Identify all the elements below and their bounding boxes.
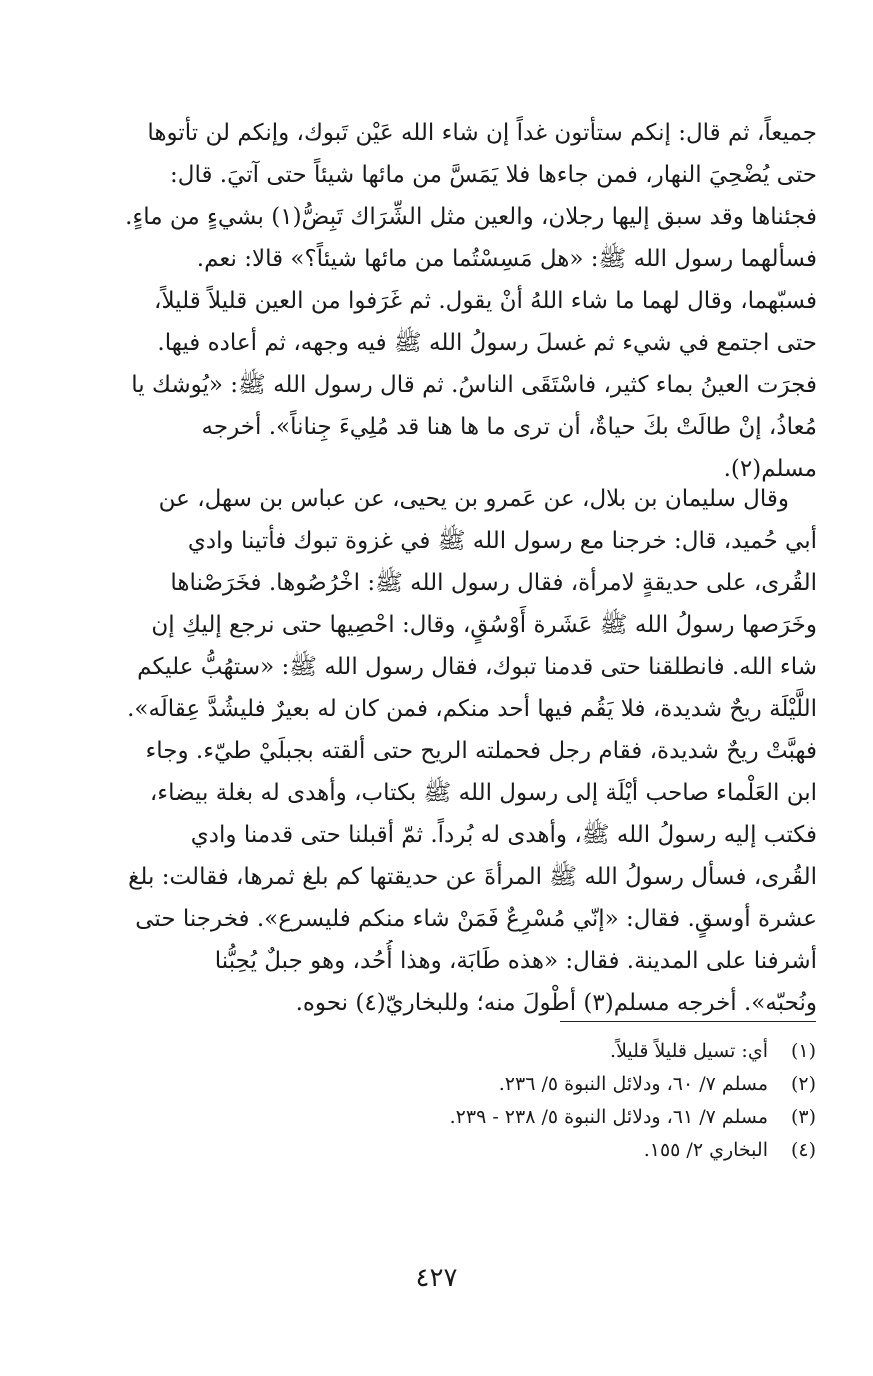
text-line: أشرفنا على المدينة. فقال: «هذه طَابَة، وهذا أُحُد، وهو جبلٌ يُحِبُّنا — [214, 948, 817, 974]
footnote — [116, 1068, 816, 1101]
text-line: مُعاذُ، إنْ طالَتْ بكَ حياةٌ، أن ترى ما ها هنا قد مُلِيءَ جِناناً». أخرجه — [201, 414, 817, 440]
text-line: مسلم(٢). — [723, 456, 817, 482]
footnote — [116, 1035, 816, 1068]
text-line: فسألهما رسول الله ﷺ: «هل مَسِسْتُما من مائها شيئاً؟» قالا: نعم. — [196, 246, 817, 272]
text-line: حتى اجتمع في شيء ثم غسلَ رسولُ الله ﷺ فيه وجهه، ثم أعاده فيها. — [157, 330, 817, 356]
footnote-text: أي: تسيل قليلاً قليلاً. — [610, 1040, 768, 1062]
footnote-number: (١) — [790, 1040, 816, 1062]
text-line: جميعاً، ثم قال: إنكم ستأتون غداً إن شاء الله عَيْن تَبوك، وإنكم لن تأتوها — [147, 120, 817, 146]
footnote-number: (٣) — [790, 1106, 816, 1128]
text-line: عشرة أوسقٍ. فقال: «إنّي مُسْرِعٌ فَمَنْ شاء منكم فليسرع». فخرجنا حتى — [135, 906, 817, 932]
footnote-divider — [560, 1021, 816, 1022]
text-line: فجئناها وقد سبق إليها رجلان، والعين مثل الشِّرَاك تَبِضُّ(١) بشيءٍ من ماءٍ. — [125, 204, 817, 230]
text-line: اللَّيْلَة ريحٌ شديدة، فلا يَقُم فيها أحد منكم، فمن كان له بعيرٌ فليشُدَّ عِقالَه». — [127, 696, 817, 722]
page-number: ٤٢٧ — [415, 1263, 458, 1293]
footnotes — [116, 1035, 816, 1167]
text-line: فهبَّتْ ريحٌ شديدة، فقام رجل فحملته الريح حتى ألقته بجبلَيْ طيّء. وجاء — [145, 738, 817, 764]
text-line: فجرَت العينُ بماء كثير، فاسْتَقَى الناسُ. ثم قال رسول الله ﷺ: «يُوشك يا — [131, 372, 817, 398]
footnote-number: (٤) — [790, 1139, 816, 1161]
footnote-text: مسلم ٧/ ٦٠، ودلائل النبوة ٥/ ٢٣٦. — [498, 1073, 768, 1095]
footnote-text: مسلم ٧/ ٦١، ودلائل النبوة ٥/ ٢٣٨ - ٢٣٩. — [449, 1106, 768, 1128]
text-line: فكتب إليه رسولُ الله ﷺ، وأهدى له بُرداً. ثمّ أقبلنا حتى قدمنا وادي — [190, 822, 817, 848]
text-line: ونُحبّه». أخرجه مسلم(٣) أطْولَ منه؛ وللبخاريّ(٤) نحوه. — [295, 990, 817, 1016]
paragraph-1 — [117, 112, 817, 490]
text-line: وقال سليمان بن بلال، عن عَمرو بن يحيى، عن عباس بن سهل، عن — [158, 486, 789, 512]
footnote — [116, 1134, 816, 1167]
footnote-number: (٢) — [790, 1073, 816, 1095]
paragraph-2 — [117, 478, 817, 1024]
text-line: القُرى، على حديقةٍ لامرأة، فقال رسول الله ﷺ: اخْرُصُوها. فخَرَصْناها — [170, 570, 817, 596]
text-line: حتى يُضْحِيَ النهار، فمن جاءها فلا يَمَسَّ من مائها شيئاً حتى آتيَ. قال: — [169, 162, 817, 188]
footnote — [116, 1101, 816, 1134]
text-line: شاء الله. فانطلقنا حتى قدمنا تبوك، فقال رسول الله ﷺ: «ستهُبُّ عليكم — [137, 654, 817, 680]
text-line: ابن العَلْماء صاحب أيْلَة إلى رسول الله ﷺ بكتاب، وأهدى له بغلة بيضاء، — [149, 780, 817, 806]
footnote-text: البخاري ٢/ ١٥٥. — [643, 1139, 768, 1161]
text-line: وخَرَصها رسولُ الله ﷺ عَشَرة أَوْسُقٍ، وقال: احْصِيها حتى نرجع إليكِ إن — [151, 612, 817, 638]
text-line: القُرى، فسأل رسولُ الله ﷺ المرأةَ عن حديقتها كم بلغ ثمرها، فقالت: بلغ — [128, 864, 817, 890]
text-line: أبي حُميد، قال: خرجنا مع رسول الله ﷺ في غزوة تبوك فأتينا وادي — [187, 528, 817, 554]
text-line: فسبّهما، وقال لهما ما شاء اللهُ أنْ يقول. ثم غَرَفوا من العين قليلاً قليلاً، — [154, 288, 817, 314]
